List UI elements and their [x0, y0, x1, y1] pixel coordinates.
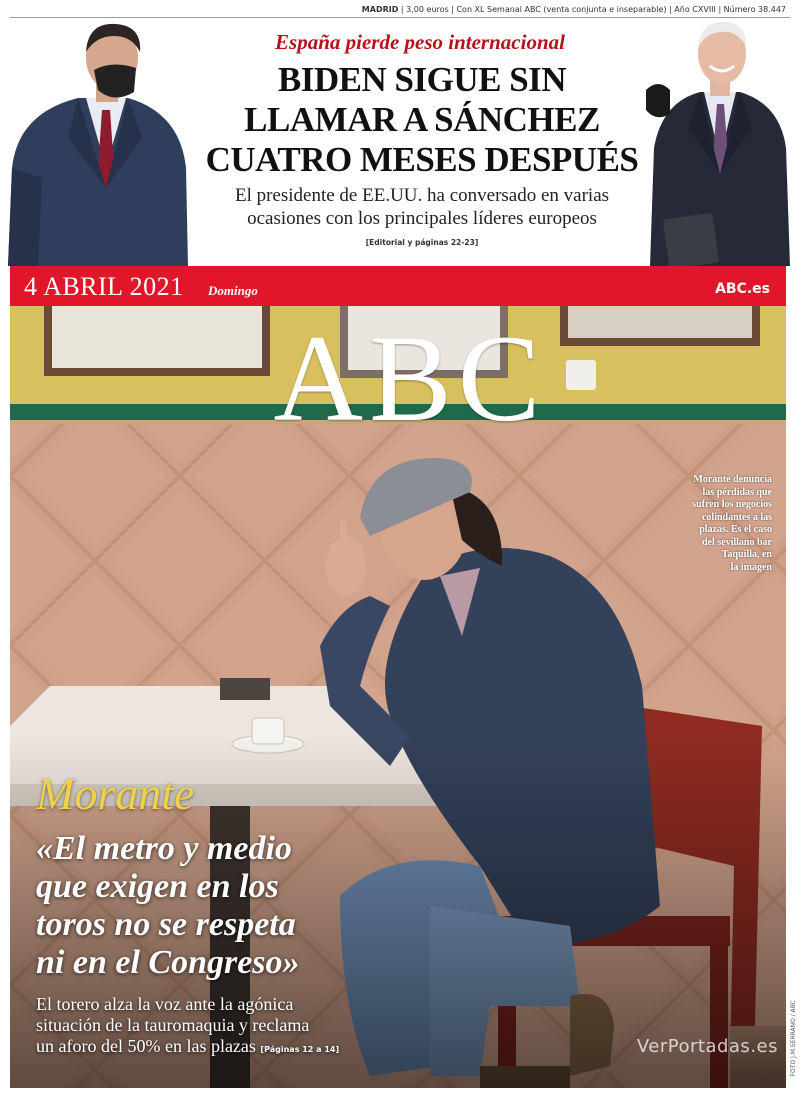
quote-line: que exigen en los [36, 868, 279, 905]
caption-line: plazas. Es el caso [699, 524, 772, 535]
quote-line: «El metro y medio [36, 830, 292, 867]
caption-line: Taquilla, en [721, 549, 772, 560]
cover-story-quote [36, 830, 496, 982]
lead-subhead [186, 184, 658, 230]
caption-line: colindantes a las [701, 511, 772, 523]
quote-line: toros no se respeta [36, 906, 296, 943]
cover-photo [10, 306, 786, 1088]
cover-story-pages-ref: [Páginas 12 a 14] [260, 1045, 340, 1054]
cover-story-deck [36, 994, 496, 1060]
top-info-strip [10, 4, 790, 18]
issue-weekday: Domingo [208, 283, 258, 298]
issue-date: 4 ABRIL 2021 [24, 272, 184, 301]
caption-line: la imagen [730, 561, 772, 573]
caption-line: las pérdidas que [702, 486, 772, 498]
headline-line: BIDEN SIGUE SIN [277, 60, 567, 99]
lead-story-header [0, 18, 800, 266]
lead-headline [186, 60, 658, 180]
masthead-logo: ABC [273, 310, 547, 447]
caption-line: del sevillano bar [701, 536, 772, 548]
caption-line: Morante denuncia [693, 474, 772, 485]
subhead-line: ocasiones con los principales líderes europeos [247, 208, 597, 229]
deck-line [36, 1036, 496, 1060]
lead-kicker: España pierde peso internacional [275, 30, 565, 54]
subhead-line: El presidente de EE.UU. ha conversado en varias [234, 185, 610, 206]
caption-line: sufren los negocios [692, 499, 772, 510]
photo-credit: FOTO J.M.SERRANO / ABC [790, 1000, 797, 1077]
lead-page-reference: [Editorial y páginas 22-23] [365, 238, 479, 247]
date-bar [10, 266, 786, 306]
watermark: VerPortadas.es [636, 1036, 778, 1057]
website-label: ABC.es [715, 281, 770, 297]
edition-details: | 3,00 euros | Con XL Semanal ABC (venta conjunta e inseparable) | Año CXVIII | Número 38.447 [400, 5, 786, 14]
photo-caption [668, 474, 772, 574]
cover-story-name: Morante [36, 768, 195, 819]
deck-line: situación de la tauromaquia y reclama [36, 1015, 310, 1035]
headline-line: LLAMAR A SÁNCHEZ [244, 100, 600, 139]
edition-label: MADRID [361, 5, 399, 14]
deck-line: El torero alza la voz ante la agónica [36, 994, 294, 1014]
deck-line-text: un aforo del 50% en las plazas [36, 1036, 256, 1056]
headline-line: CUATRO MESES DESPUÉS [205, 140, 639, 179]
biden-photo [640, 18, 790, 266]
quote-line: ni en el Congreso» [36, 944, 300, 981]
sanchez-photo [8, 18, 188, 266]
